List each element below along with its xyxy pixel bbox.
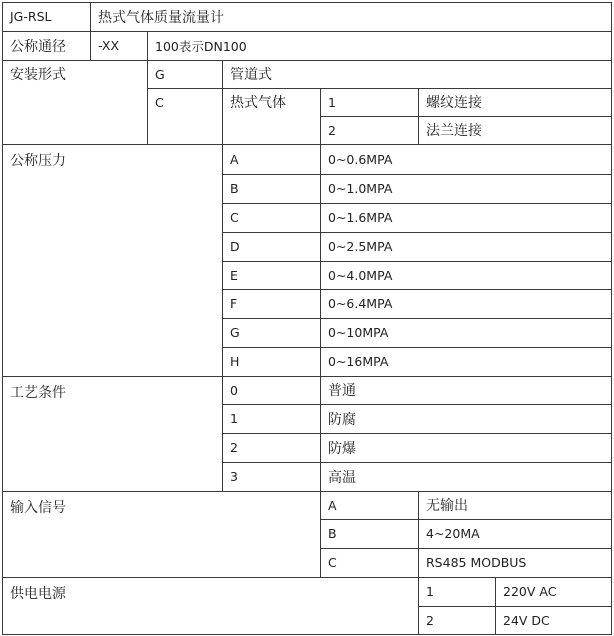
grid-line [611,2,612,635]
process-code: 1 [230,411,238,426]
signal-code: A [328,497,337,513]
pressure-code: B [230,181,239,196]
diameter-desc: 100表示DN100 [155,38,247,54]
pressure-value: 0~6.4MPA [328,296,393,311]
install-label: 安装形式 [10,67,66,83]
pressure-code: F [230,296,238,311]
connection-code: 2 [328,122,336,138]
signal-value: 4~20MA [426,526,480,541]
pressure-value: 0~10MPA [328,325,389,340]
pressure-code: A [230,151,239,167]
pressure-code: C [230,210,239,225]
diameter-code: -XX [98,38,120,53]
power-code: 2 [426,612,434,628]
pressure-value: 0~1.0MPA [328,181,393,196]
process-value: 高温 [328,469,356,486]
pressure-value: 0~0.6MPA [328,151,393,167]
pressure-code: D [230,239,240,254]
install-c-desc: 热式气体 [230,95,286,111]
process-value: 防腐 [328,411,356,428]
signal-label: 输入信号 [10,500,66,516]
power-value: 220V AC [503,584,557,599]
process-code: 3 [230,469,238,484]
signal-value: 无输出 [426,498,468,514]
process-code: 2 [230,440,238,455]
process-label: 工艺条件 [10,385,66,401]
diameter-label: 公称通径 [10,38,66,55]
pressure-code: H [230,354,240,369]
process-value: 防爆 [328,440,356,457]
pressure-value: 0~1.6MPA [328,210,393,225]
power-value: 24V DC [503,612,550,628]
pressure-label: 公称压力 [10,153,66,169]
pressure-code: E [230,267,238,283]
product-name: 热式气体质量流量计 [98,9,224,26]
pressure-code: G [230,325,240,340]
connection-desc: 螺纹连接 [426,95,482,111]
signal-code: B [328,526,337,541]
power-label: 供电电源 [10,586,66,602]
signal-code: C [328,555,337,570]
install-g-code: G [155,66,165,82]
pressure-value: 0~2.5MPA [328,239,393,254]
install-g-desc: 管道式 [230,67,272,83]
pressure-value: 0~4.0MPA [328,267,393,283]
pressure-value: 0~16MPA [328,354,389,369]
grid-line [2,634,612,635]
install-c-code: C [155,94,164,110]
process-value: 普通 [328,383,356,399]
power-code: 1 [426,584,434,599]
grid-line [2,2,3,635]
connection-code: 1 [328,94,336,110]
model-code: JG-RSL [10,9,52,24]
process-code: 0 [230,382,238,398]
signal-value: RS485 MODBUS [426,555,527,570]
connection-desc: 法兰连接 [426,123,482,139]
